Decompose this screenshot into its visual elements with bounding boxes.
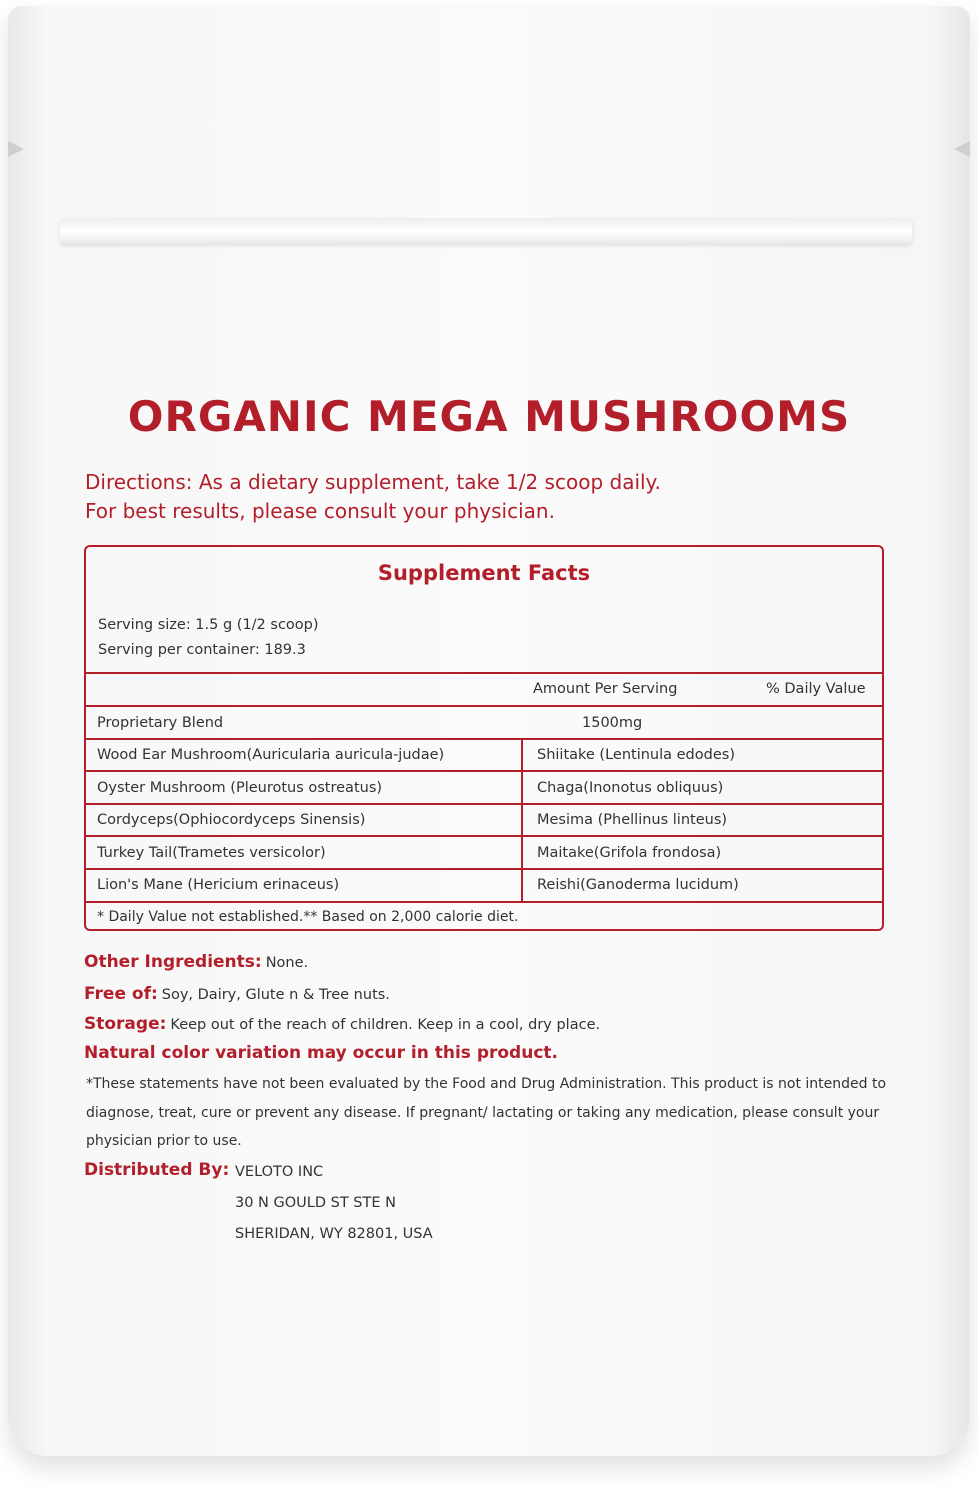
serving-info bbox=[98, 613, 319, 663]
ingredient-right: Mesima (Phellinus linteus) bbox=[537, 812, 728, 828]
divider bbox=[86, 803, 882, 805]
other-ingredients-value: None. bbox=[265, 955, 309, 971]
other-ingredients-label: Other Ingredients: bbox=[84, 952, 262, 972]
divider bbox=[86, 770, 882, 772]
directions-line-1: Directions: As a dietary supplement, take 1/2 scoop daily. bbox=[85, 470, 661, 494]
header-amount-per-serving: Amount Per Serving bbox=[533, 681, 678, 697]
storage-label: Storage: bbox=[84, 1014, 167, 1034]
disclaimer-line-3: physician prior to use. bbox=[86, 1133, 242, 1149]
distributed-by-label: Distributed By: bbox=[84, 1160, 230, 1180]
storage bbox=[84, 1014, 600, 1034]
directions-line-2: For best results, please consult your physician. bbox=[85, 499, 555, 523]
servings-per-container: Serving per container: 189.3 bbox=[98, 642, 306, 658]
free-of-value: Soy, Dairy, Glute n & Tree nuts. bbox=[161, 987, 390, 1003]
free-of-label: Free of: bbox=[84, 984, 158, 1004]
ingredient-right: Shiitake (Lentinula edodes) bbox=[537, 747, 735, 763]
facts-footnote: * Daily Value not established.** Based on 2,000 calorie diet. bbox=[97, 909, 519, 925]
ingredient-left: Turkey Tail(Trametes versicolor) bbox=[97, 845, 326, 861]
blend-name: Proprietary Blend bbox=[97, 715, 224, 731]
serving-size: Serving size: 1.5 g (1/2 scoop) bbox=[98, 617, 319, 633]
divider bbox=[86, 868, 882, 870]
natural-color-note: Natural color variation may occur in this product. bbox=[84, 1043, 558, 1063]
divider bbox=[86, 901, 882, 903]
header-daily-value: % Daily Value bbox=[766, 681, 866, 697]
fda-disclaimer bbox=[86, 1070, 896, 1156]
directions bbox=[85, 468, 661, 526]
storage-value: Keep out of the reach of children. Keep in a cool, dry place. bbox=[170, 1017, 601, 1033]
ingredient-right: Chaga(Inonotus obliquus) bbox=[537, 780, 724, 796]
divider bbox=[86, 738, 882, 740]
blend-amount: 1500mg bbox=[582, 715, 643, 731]
ingredient-left: Oyster Mushroom (Pleurotus ostreatus) bbox=[97, 780, 383, 796]
ingredient-left: Cordyceps(Ophiocordyceps Sinensis) bbox=[97, 812, 366, 828]
distributor-name: VELOTO INC bbox=[235, 1164, 324, 1180]
distributor-address-1: 30 N GOULD ST STE N bbox=[235, 1195, 396, 1211]
divider bbox=[86, 672, 882, 674]
supplement-facts-title: Supplement Facts bbox=[377, 561, 591, 585]
disclaimer-line-2: diagnose, treat, cure or prevent any disease. If pregnant/ lactating or taking any medication, please consult your bbox=[86, 1104, 880, 1121]
divider bbox=[86, 705, 882, 707]
other-ingredients bbox=[84, 952, 308, 972]
product-title: ORGANIC MEGA MUSHROOMS bbox=[127, 392, 851, 441]
disclaimer-line-1: *These statements have not been evaluated by the Food and Drug Administration. This product is not intended to bbox=[86, 1076, 887, 1092]
divider bbox=[86, 835, 882, 837]
ingredient-left: Lion's Mane (Hericium erinaceus) bbox=[97, 877, 340, 893]
ingredient-right: Maitake(Grifola frondosa) bbox=[537, 845, 722, 861]
distributor-address-2: SHERIDAN, WY 82801, USA bbox=[235, 1226, 433, 1242]
column-divider bbox=[521, 738, 523, 901]
ingredient-right: Reishi(Ganoderma lucidum) bbox=[537, 877, 739, 893]
free-of bbox=[84, 984, 390, 1004]
supplement-facts-panel bbox=[84, 545, 884, 931]
ingredient-left: Wood Ear Mushroom(Auricularia auricula-judae) bbox=[97, 747, 445, 763]
